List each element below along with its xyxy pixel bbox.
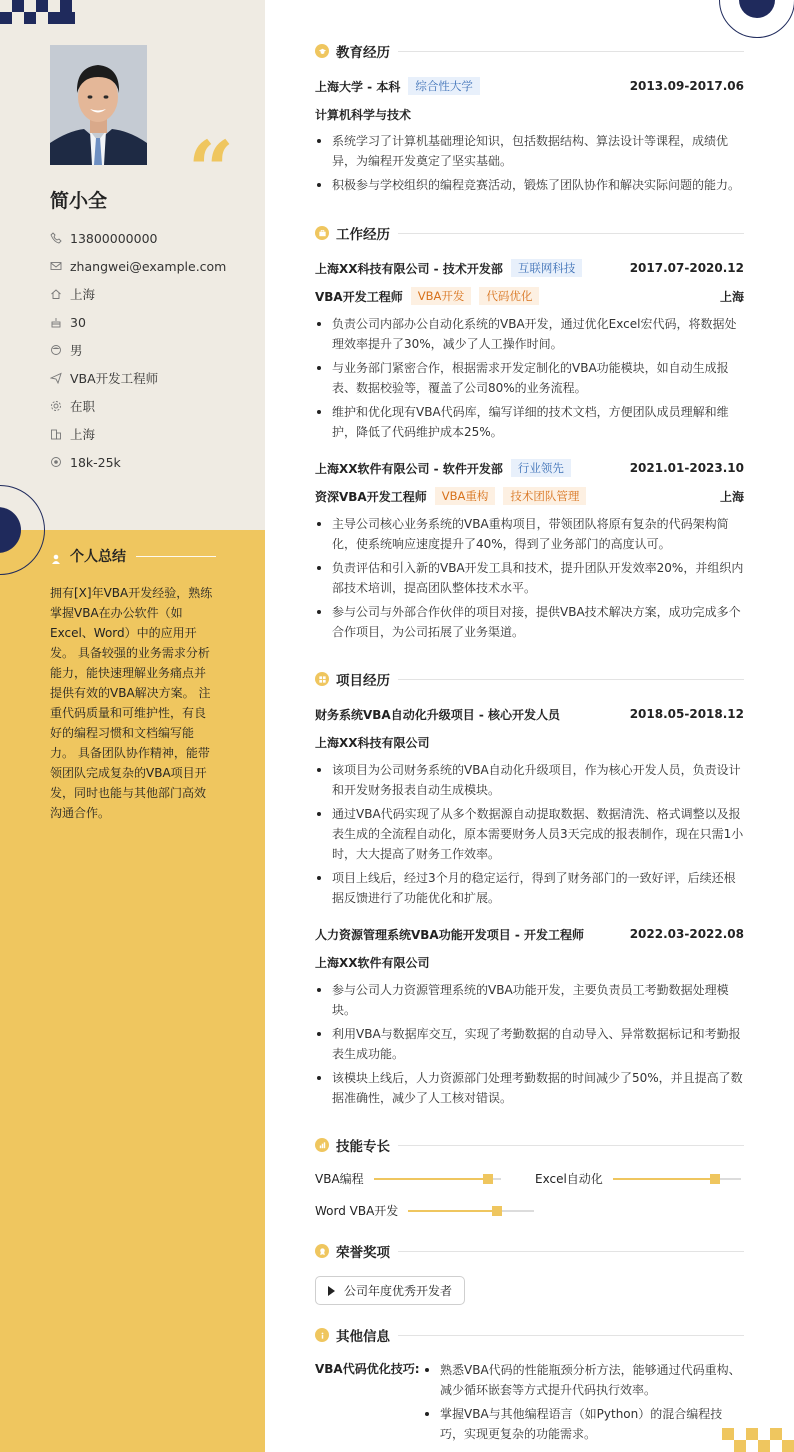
project-1-company: 上海XX科技有限公司	[315, 735, 430, 750]
contact-age-text: 30	[70, 314, 86, 330]
city-icon	[50, 428, 62, 440]
job-2-skill-tag: 技术团队管理	[503, 487, 586, 505]
skills-divider	[398, 1145, 744, 1146]
education-icon	[315, 44, 329, 58]
award-item	[315, 1276, 465, 1305]
contact-age	[50, 308, 260, 336]
other-bullets	[423, 1360, 744, 1448]
home-icon	[50, 288, 62, 300]
skill-item	[535, 1170, 741, 1187]
project-2-company: 上海XX软件有限公司	[315, 955, 430, 970]
skill-item	[315, 1170, 501, 1187]
skill-bar-fill	[408, 1210, 496, 1212]
job-1-bullets	[315, 314, 744, 446]
age-icon	[50, 316, 62, 328]
job-1-date: 2017.07-2020.12	[629, 261, 744, 275]
project-2-company-row	[315, 952, 744, 972]
skills-title: 技能专长	[336, 1139, 390, 1155]
education-major-row	[315, 104, 744, 124]
other-divider	[398, 1335, 744, 1336]
contact-gender	[50, 336, 260, 364]
job-1-role-row	[315, 286, 744, 306]
education-header-row	[315, 76, 744, 96]
skill-bar	[374, 1178, 501, 1180]
status-icon	[50, 400, 62, 412]
list-item: 项目上线后，经过3个月的稳定运行，得到了财务部门的一致好评，后续还根据反馈进行了功能优化和扩展。	[315, 868, 744, 908]
summary-heading	[50, 546, 216, 566]
list-item: 该项目为公司财务系统的VBA自动化升级项目，作为核心开发人员，负责设计和开发财务报表自动生成模块。	[315, 760, 744, 800]
projects-divider	[398, 679, 744, 680]
skill-item	[315, 1202, 534, 1219]
contact-list	[50, 224, 260, 476]
sidebar	[0, 0, 265, 1452]
job-1-company: 上海XX科技有限公司 - 技术开发部	[315, 261, 503, 276]
list-item: 熟悉VBA代码的性能瓶颈分析方法，能够通过代码重构、减少循环嵌套等方式提升代码执行效率。	[423, 1360, 744, 1400]
job-1-header-row	[315, 258, 744, 278]
summary-text: 拥有[X]年VBA开发经验，熟练掌握VBA在办公软件（如Excel、Word）中的应用开发。 具备较强的业务需求分析能力，能快速理解业务痛点并提供有效的VBA解决方案。 注重代码质量和可维护性，有良好的编程习惯和文档编写能力。 具备团队协作精神，能带领团队完成复杂的VBA项目开发，同时也能与其他部门高效沟通合作。	[50, 586, 213, 820]
award-icon	[315, 1244, 329, 1258]
job-2-tag: 行业领先	[511, 459, 571, 477]
email-icon	[50, 260, 62, 272]
contact-phone-text: 13800000000	[70, 230, 158, 246]
list-item: 负责公司内部办公自动化系统的VBA开发，通过优化Excel宏代码，将数据处理效率提升了30%，减少了人工操作时间。	[315, 314, 744, 354]
contact-home	[50, 280, 260, 308]
education-heading	[315, 41, 744, 61]
main-content	[265, 0, 794, 1452]
skill-name: Word VBA开发	[315, 1204, 399, 1218]
project-1-date: 2018.05-2018.12	[629, 707, 744, 721]
position-icon	[50, 372, 62, 384]
project-2-header-row	[315, 924, 744, 944]
list-item: 负责评估和引入新的VBA开发工具和技术，提升团队开发效率20%，并组织内部技术培训，提高团队整体技术水平。	[315, 558, 744, 598]
list-item: 利用VBA与数据库交互，实现了考勤数据的自动导入、异常数据标记和考勤报表生成功能。	[315, 1024, 744, 1064]
contact-status	[50, 392, 260, 420]
list-item: 通过VBA代码实现了从多个数据源自动提取数据、数据清洗、格式调整以及报表生成的全流程自动化，原本需要财务人员3天完成的报表制作，现在只需1小时，大大提高了财务工作效率。	[315, 804, 744, 864]
skill-name: Excel自动化	[535, 1172, 603, 1186]
project-1-company-row	[315, 732, 744, 752]
skill-bar-knob	[710, 1174, 720, 1184]
skill-bar-fill	[374, 1178, 488, 1180]
education-major: 计算机科学与技术	[315, 107, 412, 122]
summary-title: 个人总结	[70, 549, 126, 565]
project-2-name: 人力资源管理系统VBA功能开发项目 - 开发工程师	[315, 927, 585, 942]
awards-divider	[398, 1251, 744, 1252]
skills-heading	[315, 1135, 744, 1155]
awards-title: 荣誉奖项	[336, 1245, 390, 1261]
contact-city	[50, 420, 260, 448]
skill-bar-knob	[492, 1206, 502, 1216]
job-2-header-row	[315, 458, 744, 478]
contact-city-text: 上海	[70, 427, 96, 442]
job-2-city: 上海	[719, 489, 744, 504]
gender-icon	[50, 344, 62, 356]
work-title: 工作经历	[336, 227, 390, 243]
list-item: 该模块上线后，人力资源部门处理考勤数据的时间减少了50%，并且提高了数据准确性，减少了人工核对错误。	[315, 1068, 744, 1108]
contact-gender-text: 男	[70, 343, 83, 358]
list-item: 积极参与学校组织的编程竞赛活动，锻炼了团队协作和解决实际问题的能力。	[315, 175, 744, 195]
contact-phone	[50, 224, 260, 252]
skill-name: VBA编程	[315, 1172, 364, 1186]
contact-home-text: 上海	[70, 287, 96, 302]
skill-bar-knob	[483, 1174, 493, 1184]
job-2-role-row	[315, 486, 744, 506]
job-1-city: 上海	[719, 289, 744, 304]
contact-salary	[50, 448, 260, 476]
skills-icon	[315, 1138, 329, 1152]
education-divider	[398, 51, 744, 52]
contact-position	[50, 364, 260, 392]
job-1-tag: 互联网科技	[511, 259, 583, 277]
project-1-bullets	[315, 760, 744, 912]
award-label: 公司年度优秀开发者	[344, 1284, 453, 1298]
education-bullets	[315, 131, 744, 199]
salary-icon	[50, 456, 62, 468]
contact-salary-text: 18k-25k	[70, 454, 121, 470]
skill-bar-fill	[613, 1178, 715, 1180]
job-2-company: 上海XX软件有限公司 - 软件开发部	[315, 461, 503, 476]
quote-icon: “	[188, 123, 235, 217]
education-title: 教育经历	[336, 45, 390, 61]
education-tag: 综合性大学	[408, 77, 480, 95]
contact-email	[50, 252, 260, 280]
candidate-name: 简小全	[50, 190, 108, 212]
avatar	[50, 45, 147, 165]
education-date: 2013.09-2017.06	[629, 79, 744, 93]
skill-bar	[613, 1178, 741, 1180]
job-2-role: 资深VBA开发工程师	[315, 489, 427, 504]
work-heading	[315, 223, 744, 243]
list-item: 与业务部门紧密合作，根据需求开发定制化的VBA功能模块，如自动生成报表、数据校验等，覆盖了公司80%的业务流程。	[315, 358, 744, 398]
list-item: 掌握VBA与其他编程语言（如Python）的混合编程技巧，实现更复杂的功能需求。	[423, 1404, 744, 1444]
job-1-skill-tag: VBA开发	[411, 287, 472, 305]
job-2-bullets	[315, 514, 744, 646]
projects-title: 项目经历	[336, 673, 390, 689]
summary-divider	[136, 556, 216, 557]
other-label: VBA代码优化技巧:	[315, 1362, 420, 1376]
info-icon	[315, 1328, 329, 1342]
list-item: 参与公司人力资源管理系统的VBA功能开发，主要负责员工考勤数据处理模块。	[315, 980, 744, 1020]
projects-heading	[315, 669, 744, 689]
work-divider	[398, 233, 744, 234]
other-heading	[315, 1325, 744, 1345]
user-icon	[50, 550, 62, 562]
job-1-skill-tag: 代码优化	[479, 287, 539, 305]
awards-heading	[315, 1241, 744, 1261]
project-icon	[315, 672, 329, 686]
job-2-date: 2021.01-2023.10	[629, 461, 744, 475]
play-icon	[328, 1286, 335, 1296]
project-2-date: 2022.03-2022.08	[629, 927, 744, 941]
contact-status-text: 在职	[70, 399, 96, 414]
skill-bar	[408, 1210, 534, 1212]
project-2-bullets	[315, 980, 744, 1112]
job-2-skill-tag: VBA重构	[435, 487, 496, 505]
job-1-role: VBA开发工程师	[315, 289, 403, 304]
list-item: 系统学习了计算机基础理论知识，包括数据结构、算法设计等课程，成绩优异，为编程开发奠定了坚实基础。	[315, 131, 744, 171]
briefcase-icon	[315, 226, 329, 240]
contact-email-text: zhangwei@example.com	[70, 258, 227, 274]
project-1-header-row	[315, 704, 744, 724]
other-title: 其他信息	[336, 1329, 390, 1345]
phone-icon	[50, 232, 62, 244]
project-1-name: 财务系统VBA自动化升级项目 - 核心开发人员	[315, 707, 561, 722]
education-school: 上海大学 - 本科	[315, 79, 401, 94]
list-item: 维护和优化现有VBA代码库，编写详细的技术文档，方便团队成员理解和维护，降低了代码维护成本25%。	[315, 402, 744, 442]
contact-position-text: VBA开发工程师	[70, 371, 159, 386]
list-item: 主导公司核心业务系统的VBA重构项目，带领团队将原有复杂的代码架构简化，使系统响应速度提升了40%，得到了业务部门的高度认可。	[315, 514, 744, 554]
list-item: 参与公司与外部合作伙伴的项目对接，提供VBA技术解决方案，成功完成多个合作项目，为公司拓展了业务渠道。	[315, 602, 744, 642]
